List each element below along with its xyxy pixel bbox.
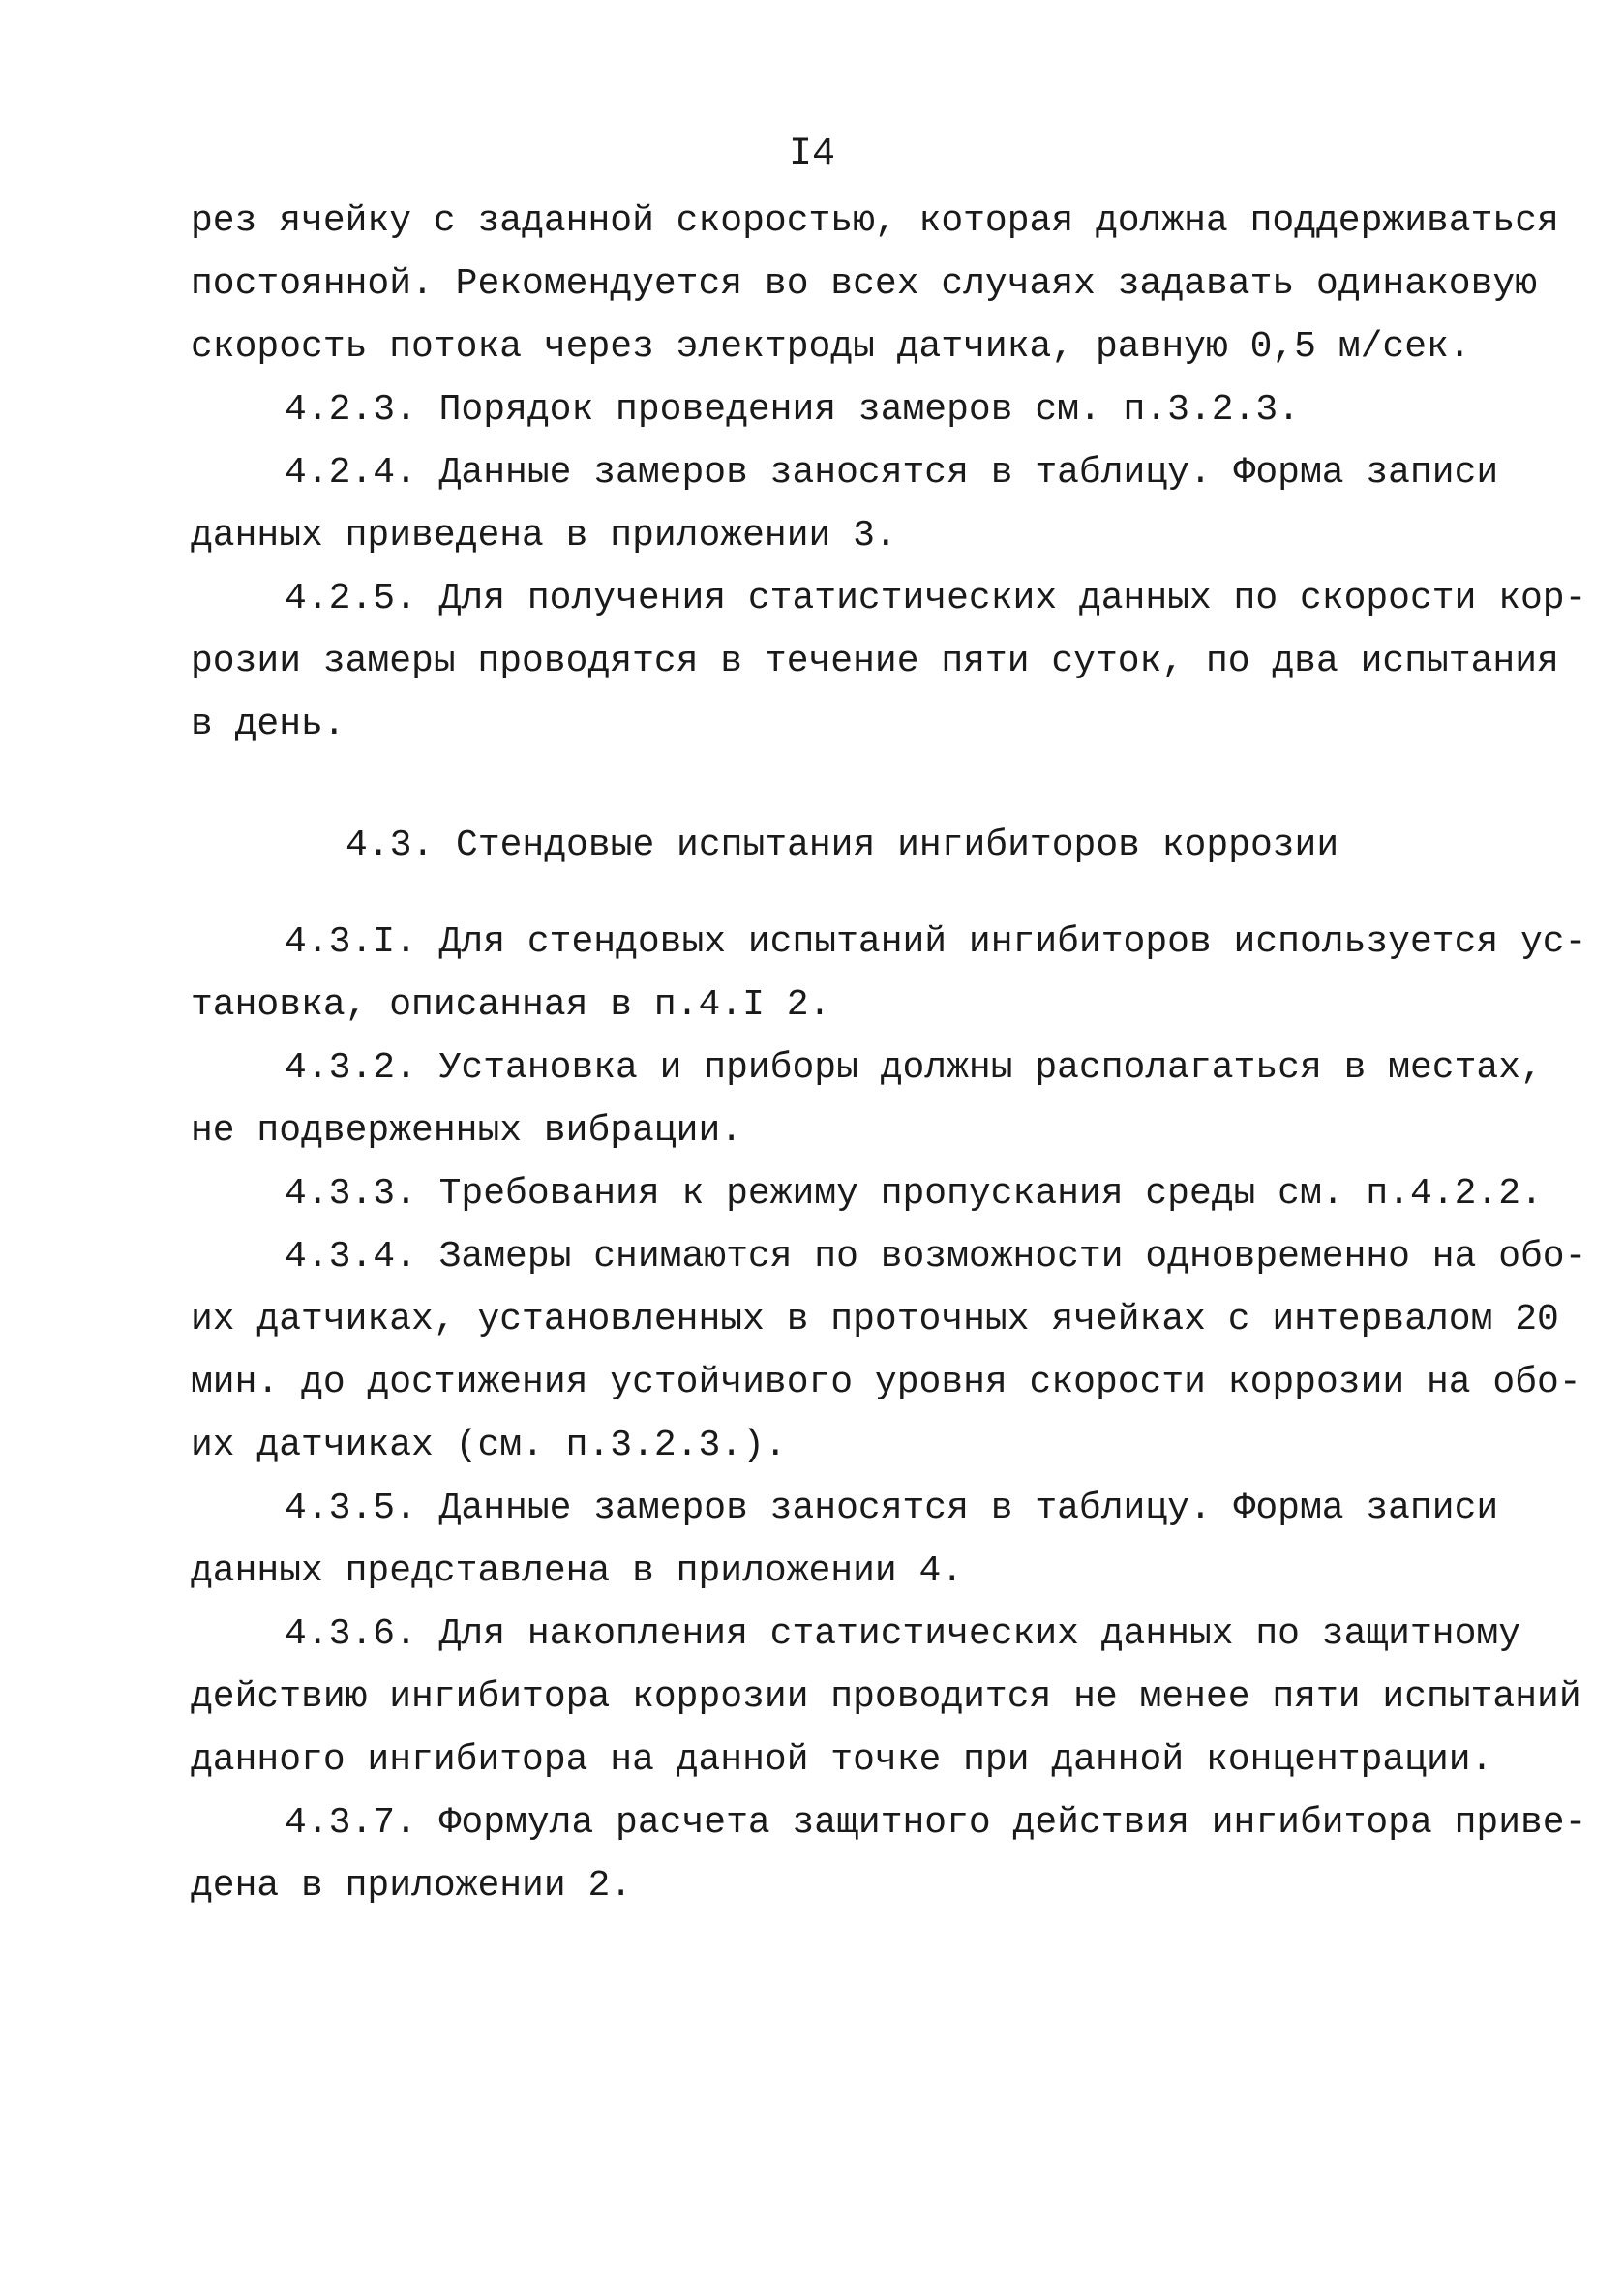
paragraph-4-3-6: 4.3.6. Для накопления статистических данных по защитному — [285, 1613, 1521, 1655]
paragraph-4-2-3: 4.2.3. Порядок проведения замеров см. п.3.2.3. — [285, 389, 1300, 431]
paragraph-4-3-4: 4.3.4. Замеры снимаются по возможности одновременно на обо- — [285, 1236, 1587, 1278]
text-line: их датчиках (см. п.3.2.3.). — [191, 1425, 787, 1466]
text-line: данных приведена в приложении 3. — [191, 515, 897, 556]
paragraph-4-3-5: 4.3.5. Данные замеров заносятся в таблицу. Форма записи — [285, 1488, 1499, 1529]
text-line: их датчиках, установленных в проточных ячейках с интервалом 20 — [191, 1299, 1559, 1340]
paragraph-4-3-1: 4.3.I. Для стендовых испытаний ингибиторов используется ус- — [285, 921, 1587, 963]
text-line: данного ингибитора на данной точке при данной концентрации. — [191, 1739, 1493, 1781]
text-line: данных представлена в приложении 4. — [191, 1550, 964, 1592]
page-number: I4 — [788, 133, 835, 176]
text-line: розии замеры проводятся в течение пяти суток, по два испытания — [191, 641, 1559, 682]
text-line: скорость потока через электроды датчика, равную 0,5 м/сек. — [191, 326, 1471, 368]
paragraph-4-2-4: 4.2.4. Данные замеров заносятся в таблицу. Форма записи — [285, 452, 1499, 494]
paragraph-4-3-7: 4.3.7. Формула расчета защитного действия ингибитора приве- — [285, 1802, 1587, 1844]
paragraph-4-3-3: 4.3.3. Требования к режиму пропускания среды см. п.4.2.2. — [285, 1173, 1543, 1215]
text-line: дена в приложении 2. — [191, 1865, 633, 1907]
text-line: в день. — [191, 704, 346, 745]
text-line: действию ингибитора коррозии проводится не менее пяти испытаний — [191, 1676, 1581, 1718]
body-text — [191, 190, 1587, 1917]
paragraph-4-3-2: 4.3.2. Установка и приборы должны располагаться в местах, — [285, 1047, 1543, 1089]
spacer — [191, 877, 1449, 911]
section-heading: 4.3. Стендовые испытания ингибиторов коррозии — [346, 825, 1339, 866]
text-line: не подверженных вибрации. — [191, 1110, 743, 1152]
paragraph-4-2-5: 4.2.5. Для получения статистических данных по скорости кор- — [285, 578, 1587, 619]
text-line: тановка, описанная в п.4.I 2. — [191, 984, 831, 1026]
text-line: мин. до достижения устойчивого уровня скорости коррозии на обо- — [191, 1362, 1581, 1403]
spacer — [191, 756, 1449, 814]
text-line: постоянной. Рекомендуется во всех случаях задавать одинаковую — [191, 263, 1538, 305]
text-line: рез ячейку с заданной скоростью, которая должна поддерживаться — [191, 200, 1559, 242]
